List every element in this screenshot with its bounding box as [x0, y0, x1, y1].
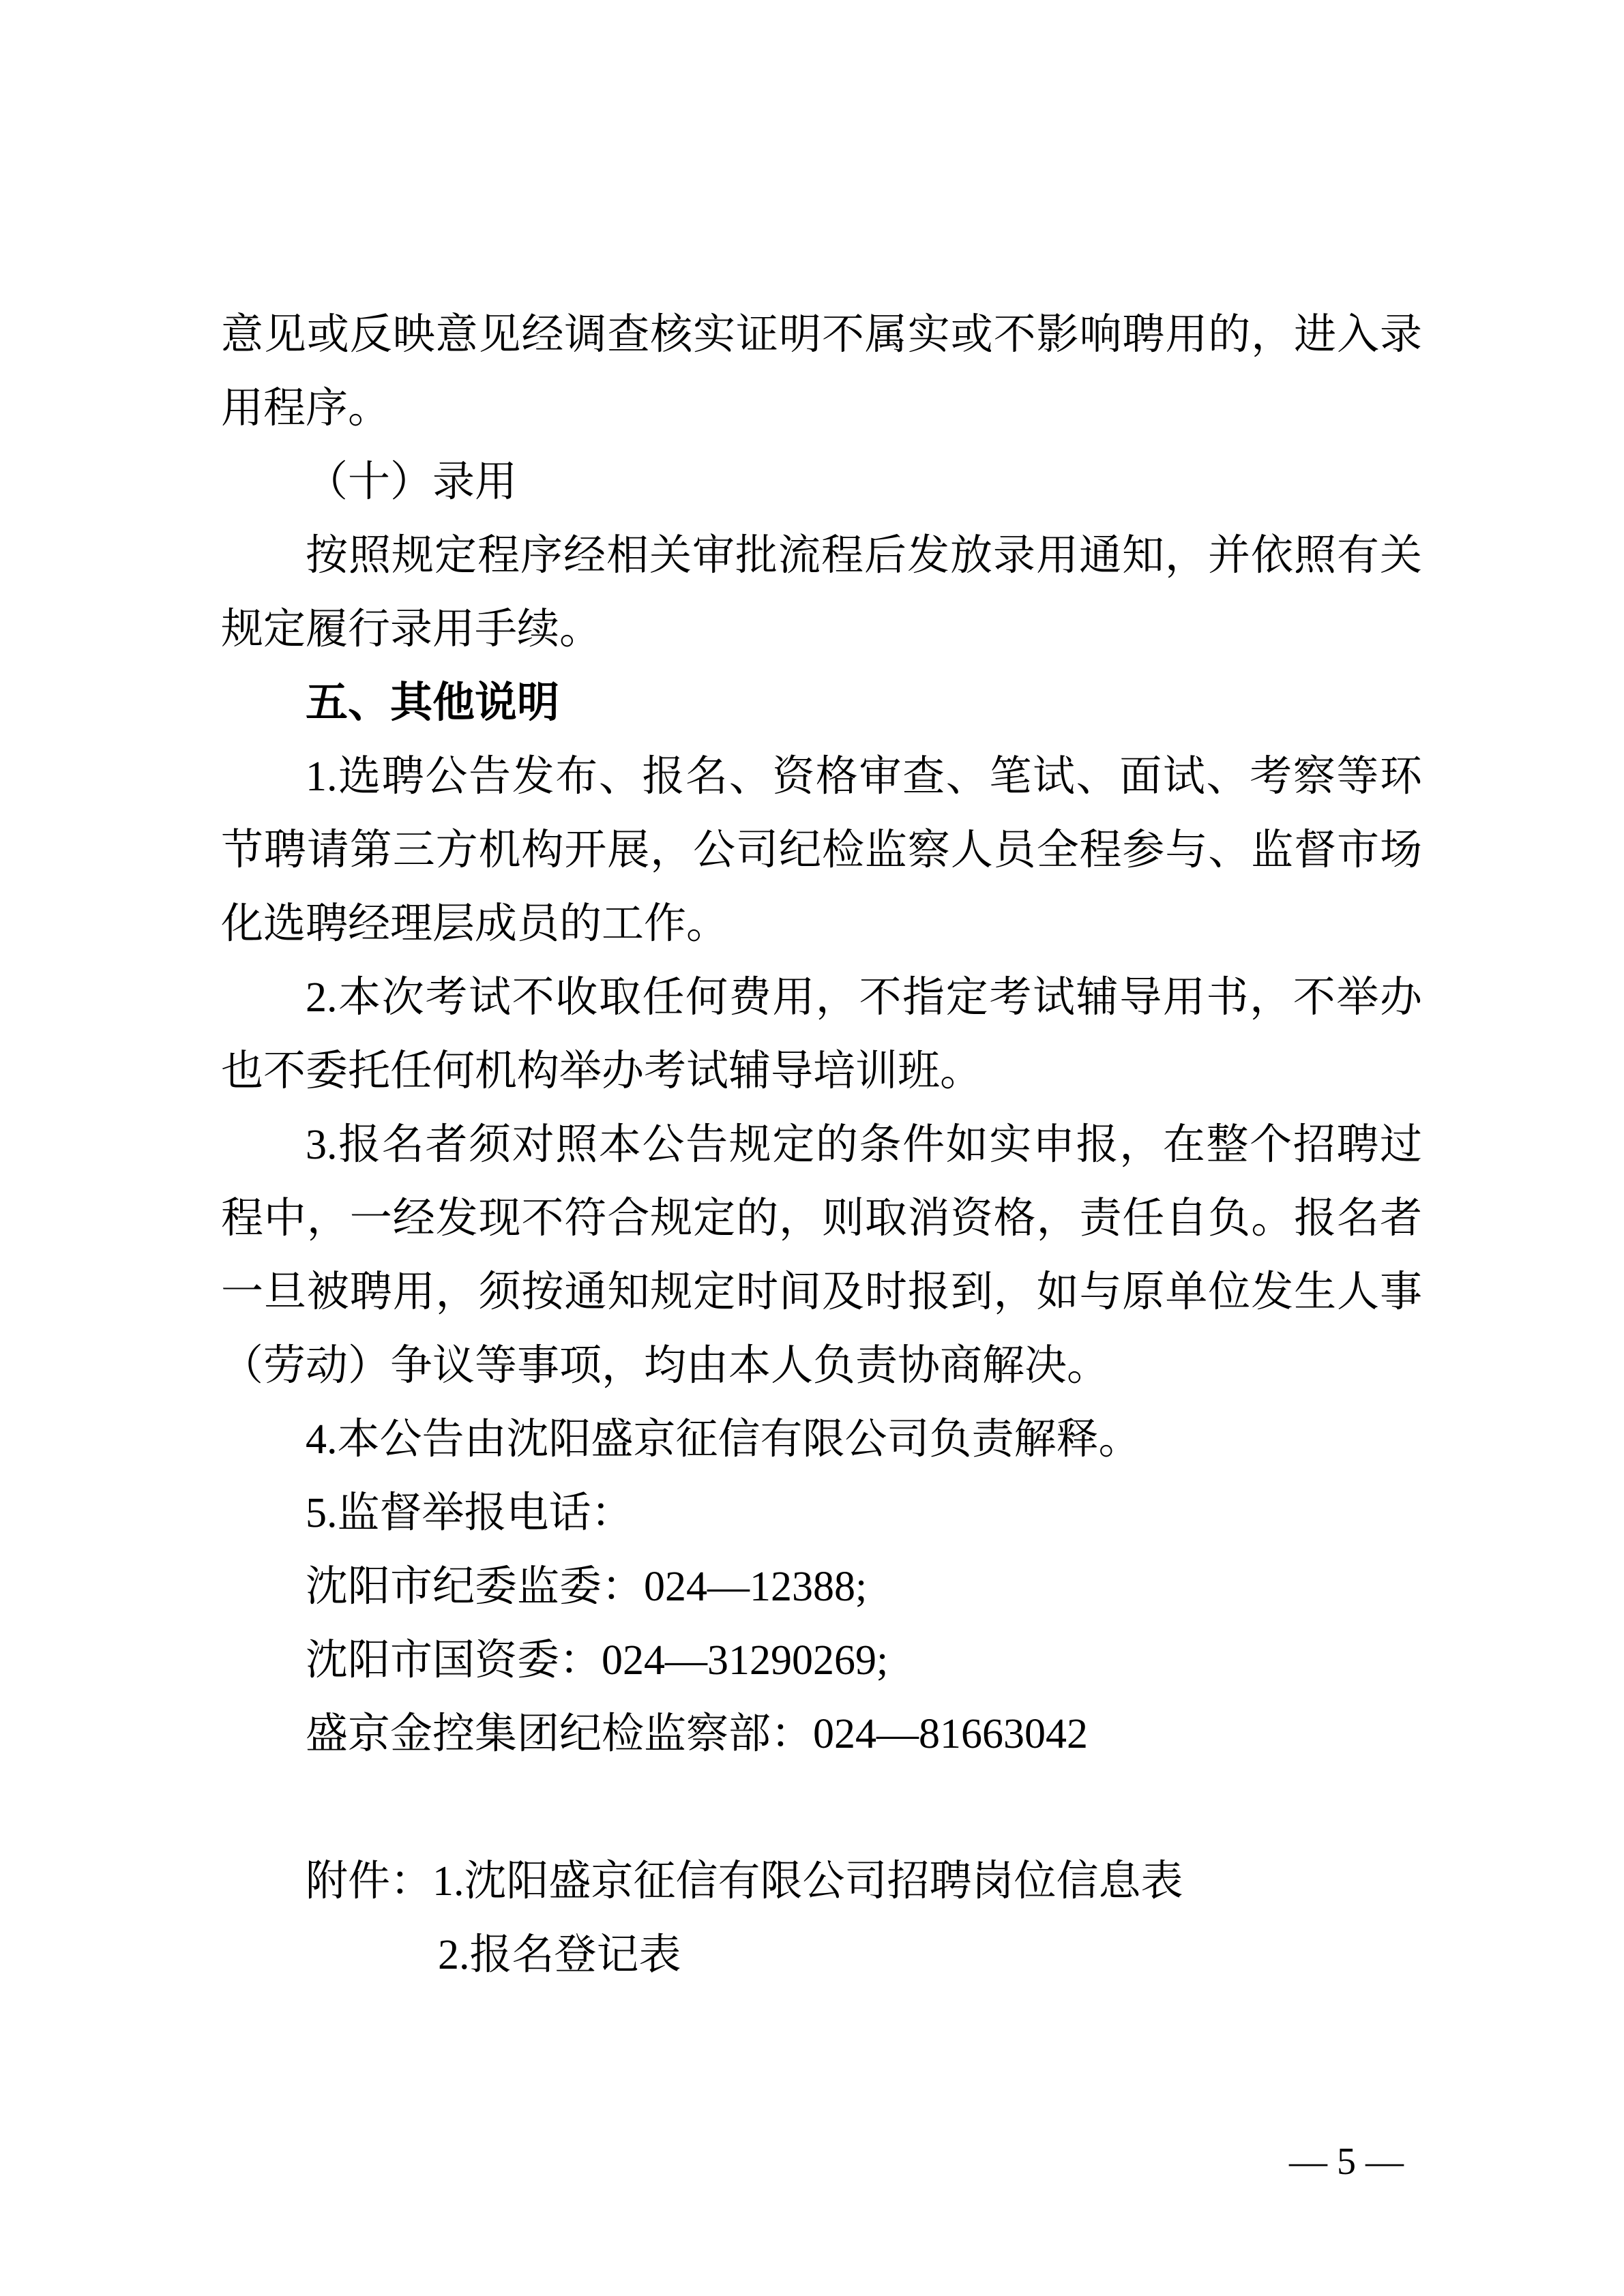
text-line: 化选聘经理层成员的工作。 — [221, 901, 729, 947]
text-line: 按照规定程序经相关审批流程后发放录用通知，并依照有关 — [306, 533, 1422, 579]
page-number: — 5 — — [1289, 2141, 1404, 2183]
supervision-phone-heading: 5.监督举报电话： — [306, 1490, 634, 1536]
text-line: 节聘请第三方机构开展，公司纪检监察人员全程参与、监督市场 — [221, 827, 1422, 874]
text-line: 用程序。 — [221, 385, 391, 432]
document-text-block — [221, 298, 1422, 1992]
phone-line-jinkong: 盛京金控集团纪检监察部：024—81663042 — [306, 1711, 1089, 1757]
text-line: 程中，一经发现不符合规定的，则取消资格，责任自负。报名者 — [221, 1195, 1422, 1242]
text-line: 1.选聘公告发布、报名、资格审查、笔试、面试、考察等环 — [306, 754, 1422, 800]
attachment-line-2: 2.报名登记表 — [438, 1932, 681, 1978]
blank-line — [221, 1771, 1422, 1845]
text-line: 3.报名者须对照本公告规定的条件如实申报，在整个招聘过 — [306, 1122, 1422, 1168]
phone-line-jiwei: 沈阳市纪委监委：024—12388; — [306, 1564, 868, 1610]
text-line: 4.本公告由沈阳盛京征信有限公司负责解释。 — [306, 1416, 1141, 1463]
subsection-heading-recruitment: （十）录用 — [306, 459, 518, 505]
text-line: 也不委托任何机构举办考试辅导培训班。 — [221, 1048, 983, 1094]
text-line: 一旦被聘用，须按通知规定时间及时报到，如与原单位发生人事 — [221, 1269, 1422, 1315]
text-line: 2.本次考试不收取任何费用，不指定考试辅导用书，不举办 — [306, 974, 1422, 1021]
section-heading-other-notes: 五、其他说明 — [306, 679, 560, 726]
text-line: （劳动）争议等事项，均由本人负责协商解决。 — [221, 1343, 1110, 1389]
text-line: 规定履行录用手续。 — [221, 606, 602, 653]
text-line: 意见或反映意见经调查核实证明不属实或不影响聘用的，进入录 — [221, 312, 1422, 358]
attachment-line-1: 附件：1.沈阳盛京征信有限公司招聘岗位信息表 — [306, 1858, 1183, 1905]
phone-line-guoziwei: 沈阳市国资委：024—31290269; — [306, 1637, 889, 1684]
